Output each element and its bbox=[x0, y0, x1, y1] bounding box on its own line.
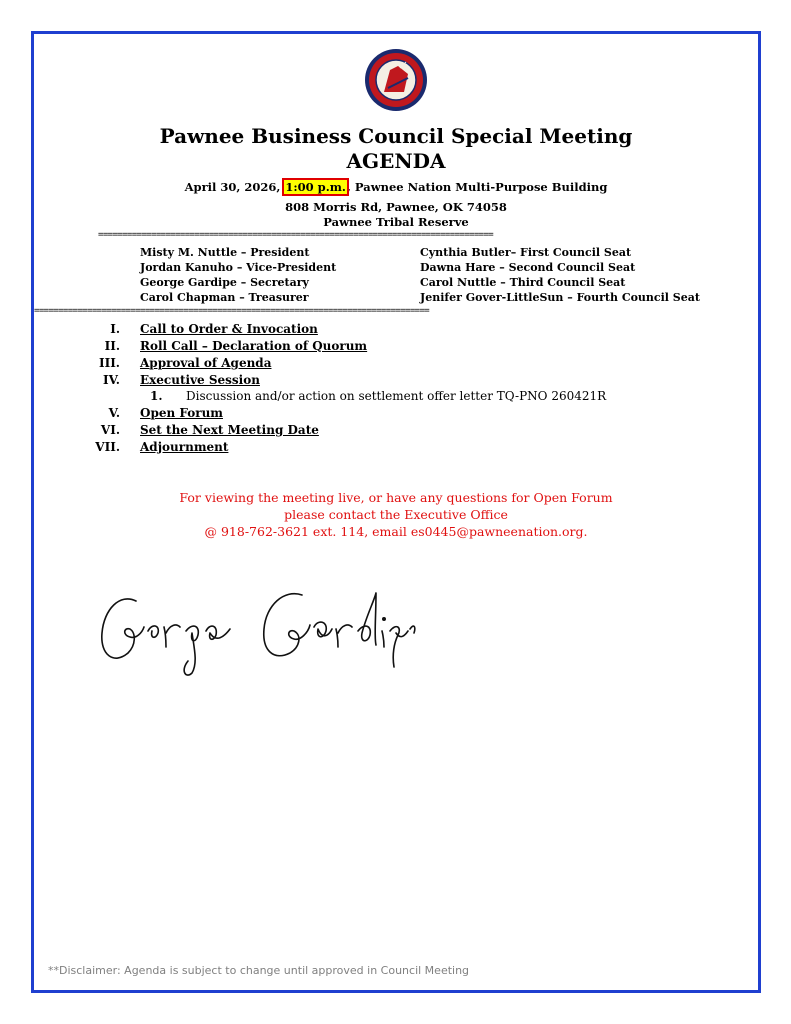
agenda-item-label: Executive Session bbox=[140, 373, 260, 387]
council-member: Misty M. Nuttle – President bbox=[140, 246, 310, 259]
disclaimer-text: **Disclaimer: Agenda is subject to change until approved in Council Meeting bbox=[48, 964, 470, 977]
divider-rule: ================================================================================== bbox=[98, 231, 494, 240]
meeting-reserve: Pawnee Tribal Reserve bbox=[323, 215, 469, 229]
agenda-item-label: Roll Call – Declaration of Quorum bbox=[140, 339, 368, 353]
contact-line: please contact the Executive Office bbox=[284, 507, 508, 522]
page-title: Pawnee Business Council Special Meeting bbox=[159, 124, 633, 148]
council-member: Carol Chapman – Treasurer bbox=[140, 291, 309, 304]
agenda-item-number: II. bbox=[104, 339, 120, 353]
agenda-item-label: Set the Next Meeting Date bbox=[140, 423, 319, 437]
council-member: Carol Nuttle – Third Council Seat bbox=[420, 276, 626, 289]
agenda-item-label: Adjournment bbox=[140, 440, 229, 454]
council-member: Jordan Kanuho – Vice-President bbox=[140, 261, 337, 274]
council-member: Jenifer Gover-LittleSun – Fourth Council Seat bbox=[420, 291, 700, 304]
agenda-item-label: Approval of Agenda bbox=[140, 356, 272, 370]
agenda-item-label: Open Forum bbox=[140, 406, 223, 420]
agenda-subitem-number: 1. bbox=[150, 389, 163, 403]
signature-image bbox=[96, 587, 416, 679]
agenda-item-number: V. bbox=[108, 406, 120, 420]
divider-rule: ================================================================================== bbox=[34, 307, 430, 316]
page-subtitle: AGENDA bbox=[346, 149, 446, 173]
contact-line: @ 918-762-3621 ext. 114, email es0445@pawneenation.org. bbox=[204, 524, 588, 539]
meeting-time: 1:00 p.m. bbox=[285, 180, 346, 194]
agenda-item-number: IV. bbox=[102, 373, 120, 387]
meeting-dateline bbox=[34, 180, 758, 194]
council-member: Dawna Hare – Second Council Seat bbox=[420, 261, 636, 274]
council-member: George Gardipe – Secretary bbox=[140, 276, 309, 289]
agenda-subitem-text: Discussion and/or action on settlement offer letter TQ-PNO 260421R bbox=[186, 389, 607, 403]
agenda-item-number: III. bbox=[98, 356, 120, 370]
meeting-address: 808 Morris Rd, Pawnee, OK 74058 bbox=[285, 200, 507, 214]
agenda-item-number: VII. bbox=[95, 440, 120, 454]
agenda-item-number: VI. bbox=[100, 423, 120, 437]
agenda-item-label: Call to Order & Invocation bbox=[140, 322, 318, 336]
contact-line: For viewing the meeting live, or have any questions for Open Forum bbox=[179, 490, 613, 505]
meeting-date: April 30, 2026, bbox=[184, 180, 285, 194]
council-member: Cynthia Butler– First Council Seat bbox=[420, 246, 632, 259]
pawnee-seal-icon bbox=[364, 48, 428, 112]
meeting-location: , Pawnee Nation Multi-Purpose Building bbox=[346, 180, 608, 194]
agenda-item-number: I. bbox=[110, 322, 120, 336]
agenda-page bbox=[31, 31, 761, 993]
